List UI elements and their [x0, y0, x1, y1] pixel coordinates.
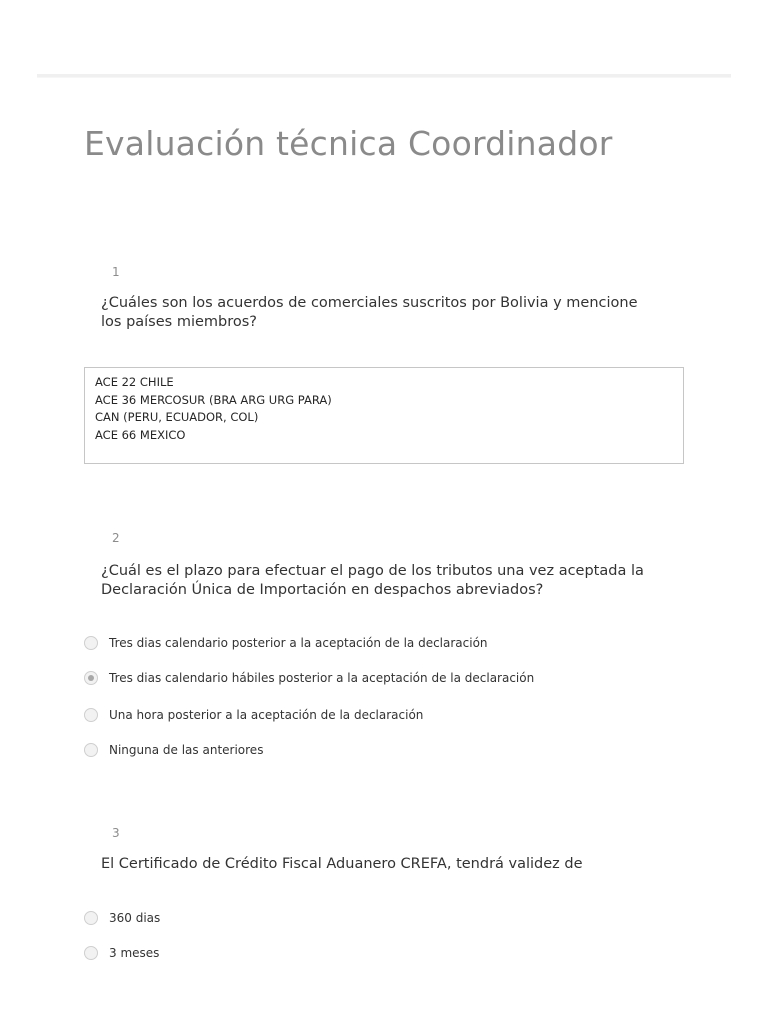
radio-option[interactable] [84, 669, 534, 687]
answer-line: ACE 36 MERCOSUR (BRA ARG URG PARA) [95, 392, 332, 407]
question-text: ¿Cuál es el plazo para efectuar el pago de los tributos una vez aceptada la Declaración Única de Importación en despachos abreviados? [101, 563, 644, 598]
radio-option[interactable] [84, 706, 423, 724]
option-label: Tres dias calendario hábiles posterior a la aceptación de la declaración [109, 671, 535, 685]
radio-button-selected[interactable] [84, 671, 98, 685]
option-label: Ninguna de las anteriores [109, 743, 264, 757]
form-title: Evaluación técnica Coordinador [84, 124, 613, 163]
option-label: Tres dias calendario posterior a la aceptación de la declaración [109, 636, 488, 650]
option-label: 3 meses [109, 946, 160, 960]
question-text: El Certificado de Crédito Fiscal Aduanero CREFA, tendrá validez de [101, 856, 583, 872]
radio-option[interactable] [84, 634, 488, 652]
answer-line: ACE 22 CHILE [95, 375, 174, 389]
radio-option[interactable] [84, 944, 159, 962]
radio-button[interactable] [84, 708, 98, 722]
answer-textarea[interactable] [84, 367, 684, 464]
radio-option[interactable] [84, 909, 160, 927]
radio-button[interactable] [84, 636, 98, 650]
radio-button[interactable] [84, 946, 98, 960]
option-label: 360 dias [109, 911, 161, 925]
question-text: ¿Cuáles son los acuerdos de comerciales suscritos por Bolivia y mencione los países miembros? [101, 295, 638, 330]
header-divider [37, 74, 731, 78]
question-number: 3 [112, 826, 120, 840]
radio-button[interactable] [84, 911, 98, 925]
radio-option[interactable] [84, 741, 263, 759]
radio-button[interactable] [84, 743, 98, 757]
option-label: Una hora posterior a la aceptación de la declaración [109, 708, 424, 722]
question-number: 2 [112, 531, 120, 545]
question-number: 1 [112, 265, 120, 279]
answer-line: CAN (PERU, ECUADOR, COL) [95, 410, 259, 424]
answer-line: ACE 66 MEXICO [95, 427, 186, 442]
